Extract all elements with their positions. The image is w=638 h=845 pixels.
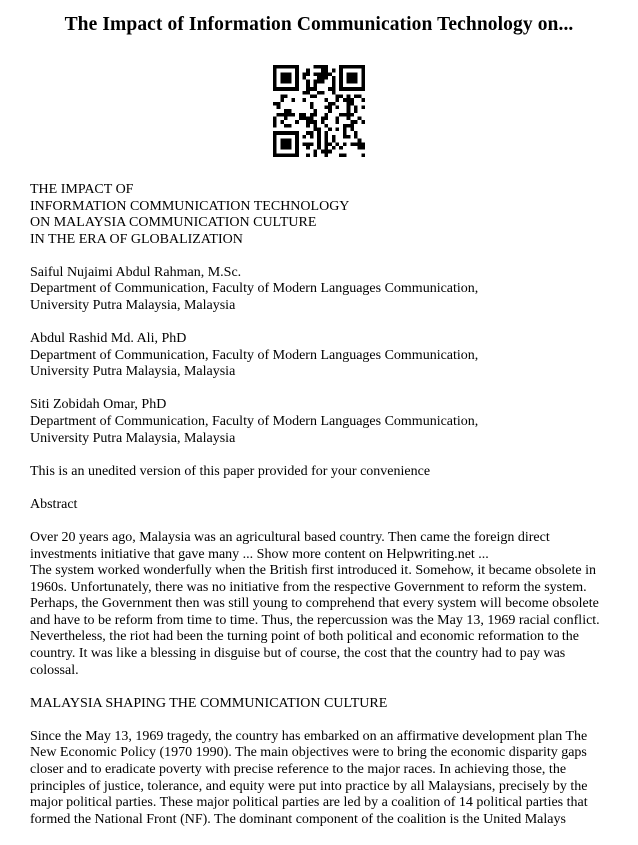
abstract-line: and have to be reform from time to time. Thus, the repercussion was the May 13, 1969 racial conflict. xyxy=(30,612,600,628)
author-block xyxy=(30,397,610,447)
abstract-line: colossal. xyxy=(30,662,79,678)
section-line: formed the National Front (NF). The dominant component of the coalition is the United Malays xyxy=(30,811,566,827)
page-title: The Impact of Information Communication Technology on... xyxy=(64,14,574,35)
author-block xyxy=(30,265,610,315)
section-heading xyxy=(30,696,610,713)
abstract-line: The system worked wonderfully when the British first introduced it. Somehow, it became obsolete in xyxy=(30,563,596,579)
author-department: Department of Communication, Faculty of Modern Languages Communication, xyxy=(30,414,479,430)
document-body xyxy=(30,182,610,845)
abstract-heading xyxy=(30,497,610,514)
abstract-paragraph xyxy=(30,530,610,679)
author-block xyxy=(30,331,610,381)
author-name: Siti Zobidah Omar, PhD xyxy=(30,397,167,413)
paper-title-line: IN THE ERA OF GLOBALIZATION xyxy=(30,231,243,247)
abstract-heading-text: Abstract xyxy=(30,496,78,512)
abstract-line: 1960s. Unfortunately, there was no initiative from the respective Government to reform the system. xyxy=(30,579,587,595)
author-name: Abdul Rashid Md. Ali, PhD xyxy=(30,331,187,347)
section-line: Since the May 13, 1969 tragedy, the country has embarked on an affirmative development plan The xyxy=(30,728,588,744)
paper-title-line: ON MALAYSIA COMMUNICATION CULTURE xyxy=(30,215,317,231)
section-paragraph xyxy=(30,729,610,829)
author-department: Department of Communication, Faculty of Modern Languages Communication, xyxy=(30,347,479,363)
author-university: University Putra Malaysia, Malaysia xyxy=(30,298,236,314)
abstract-line: investments initiative that gave many ... Show more content on Helpwriting.net ... xyxy=(30,546,489,562)
paper-title xyxy=(30,182,610,248)
author-name: Saiful Nujaimi Abdul Rahman, M.Sc. xyxy=(30,264,242,280)
author-university: University Putra Malaysia, Malaysia xyxy=(30,430,236,446)
abstract-line: Nevertheless, the riot had been the turning point of both political and economic reformation to the xyxy=(30,629,579,645)
qr-code-icon xyxy=(273,65,365,157)
section-line: major political parties. These major political parties are led by a coalition of 14 political parties that xyxy=(30,795,588,811)
note-text: This is an unedited version of this paper provided for your convenience xyxy=(30,463,431,479)
abstract-line: Perhaps, the Government then was still young to comprehend that every system will become obsolete xyxy=(30,596,599,612)
paper-title-line: THE IMPACT OF xyxy=(30,182,134,197)
section-heading-text: MALAYSIA SHAPING THE COMMUNICATION CULTURE xyxy=(30,695,388,711)
section-line: closer and to eradicate poverty with precise reference to the major races. In achieving those, the xyxy=(30,762,567,778)
unedited-note xyxy=(30,464,610,481)
abstract-line: Over 20 years ago, Malaysia was an agricultural based country. Then came the foreign direct xyxy=(30,529,550,545)
section-line: New Economic Policy (1970 1990). The main objectives were to bring the economic disparity gaps xyxy=(30,745,587,761)
paper-title-line: INFORMATION COMMUNICATION TECHNOLOGY xyxy=(30,198,350,214)
author-university: University Putra Malaysia, Malaysia xyxy=(30,364,236,380)
section-line: principles of justice, tolerance, and equity were put into practice by all Malaysians, precisely by the xyxy=(30,778,588,794)
abstract-line: country. It was like a blessing in disguise but of course, the cost that the country had to pay was xyxy=(30,646,566,662)
author-department: Department of Communication, Faculty of Modern Languages Communication, xyxy=(30,281,479,297)
